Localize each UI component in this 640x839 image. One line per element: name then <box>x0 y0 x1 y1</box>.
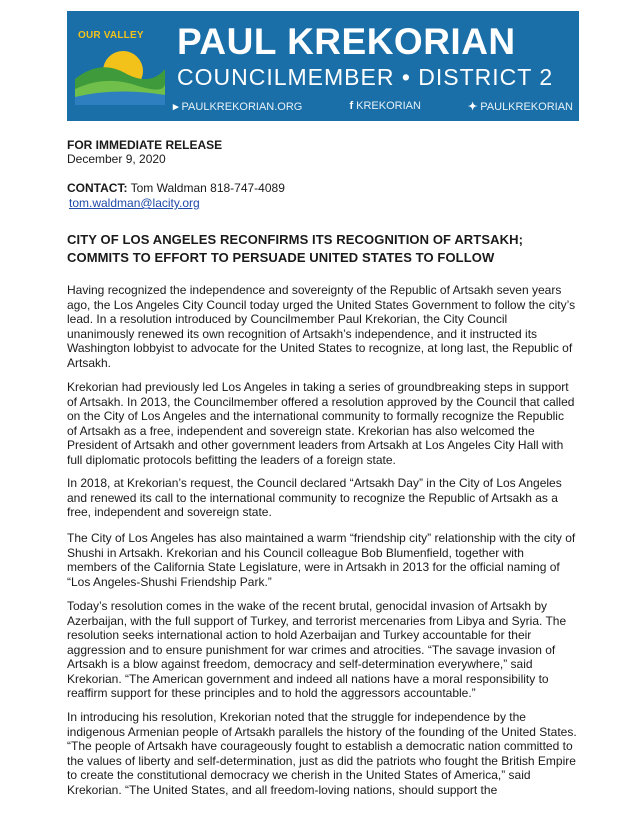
headline-line-1: CITY OF LOS ANGELES RECONFIRMS ITS RECOGNITION OF ARTSAKH; <box>67 232 523 247</box>
headline-line-2: COMMITS TO EFFORT TO PERSUADE UNITED STATES TO FOLLOW <box>67 250 495 265</box>
facebook-icon: f <box>349 100 354 112</box>
headline <box>67 231 567 267</box>
release-label: FOR IMMEDIATE RELEASE <box>67 138 223 152</box>
paragraph-1: Having recognized the independence and sovereignty of the Republic of Artsakh seven years ago, the Los Angeles City Council today urged the United States Government to follow the city’s lead. In a resolution introduced by Councilmember Paul Krekorian, the City Council unanimously renewed its own recognition of Artsakh’s independence, and it instructed its Washington lobbyist to advocate for the United States to recognize, at long last, the Republic of Artsakh. <box>67 283 576 370</box>
contact-value: Tom Waldman 818-747-4089 <box>130 181 285 195</box>
website-link[interactable]: ▸ PAULKREKORIAN.ORG <box>173 101 303 113</box>
banner-name: PAUL KREKORIAN <box>177 21 516 62</box>
paragraph-5: Today’s resolution comes in the wake of the recent brutal, genocidal invasion of Artsakh by Azerbaijan, with the full support of Turkey, and terrorist mercenaries from Libya and Syria. The resolution seeks international action to hold Azerbaijan and Turkey accountable for their aggression and to ensure punishment for war crimes and atrocities. “The savage invasion of Artsakh is a blow against freedom, democracy and self-determination everywhere,” said Krekorian. “The American government and indeed all nations have a moral responsibility to reaffirm support for these principles and to hold the aggressors accountable.” <box>67 599 567 700</box>
website-icon: ▸ <box>173 101 179 113</box>
contact-label: CONTACT: <box>67 181 128 195</box>
logo-text: OUR VALLEY <box>78 30 144 41</box>
twitter-link[interactable]: ✦ PAULKREKORIAN <box>468 101 573 113</box>
contact-line <box>67 181 285 195</box>
banner-title: COUNCILMEMBER • DISTRICT 2 <box>177 64 554 90</box>
paragraph-6: In introducing his resolution, Krekorian noted that the struggle for independence by the indigenous Armenian people of Artsakh parallels the history of the founding of the United States. “The people of Artsakh have courageously fought to establish a democratic nation committed to the values of liberty and self-determination, just as did the patriots who fought the British Empire to create the constitutional democracy we cherish in the United States of America,” said Krekorian. “The United States, and all freedom-loving nations, should support the <box>67 710 577 797</box>
paragraph-3: In 2018, at Krekorian’s request, the Council declared “Artsakh Day” in the City of Los Angeles and renewed its call to the international community to recognize the Republic of Artsakh as a free, independent and sovereign state. <box>67 476 562 519</box>
banner-links <box>173 100 573 113</box>
twitter-icon: ✦ <box>468 101 478 113</box>
contact-email-link[interactable]: tom.waldman@lacity.org <box>69 196 200 210</box>
facebook-link[interactable]: f KREKORIAN <box>349 100 421 112</box>
paragraph-4: The City of Los Angeles has also maintained a warm “friendship city” relationship with the city of Shushi in Artsakh. Krekorian and his Council colleague Bob Blumenfield, together with members of the California State Legislature, were in Artsakh in 2013 for the official naming of “Los Angeles-Shushi Friendship Park.” <box>67 531 576 589</box>
release-date: December 9, 2020 <box>67 152 166 166</box>
header-banner <box>67 11 579 121</box>
paragraph-2: Krekorian had previously led Los Angeles in taking a series of groundbreaking steps in support of Artsakh. In 2013, the Councilmember offered a resolution approved by the Council that called on the City of Los Angeles and the international community to formally recognize the Republic of Artsakh as a free, independent and sovereign state. Krekorian has also welcomed the President of Artsakh and other government leaders from Artsakh at Los Angeles City Hall with full diplomatic protocols befitting the leaders of a foreign state. <box>67 380 575 467</box>
